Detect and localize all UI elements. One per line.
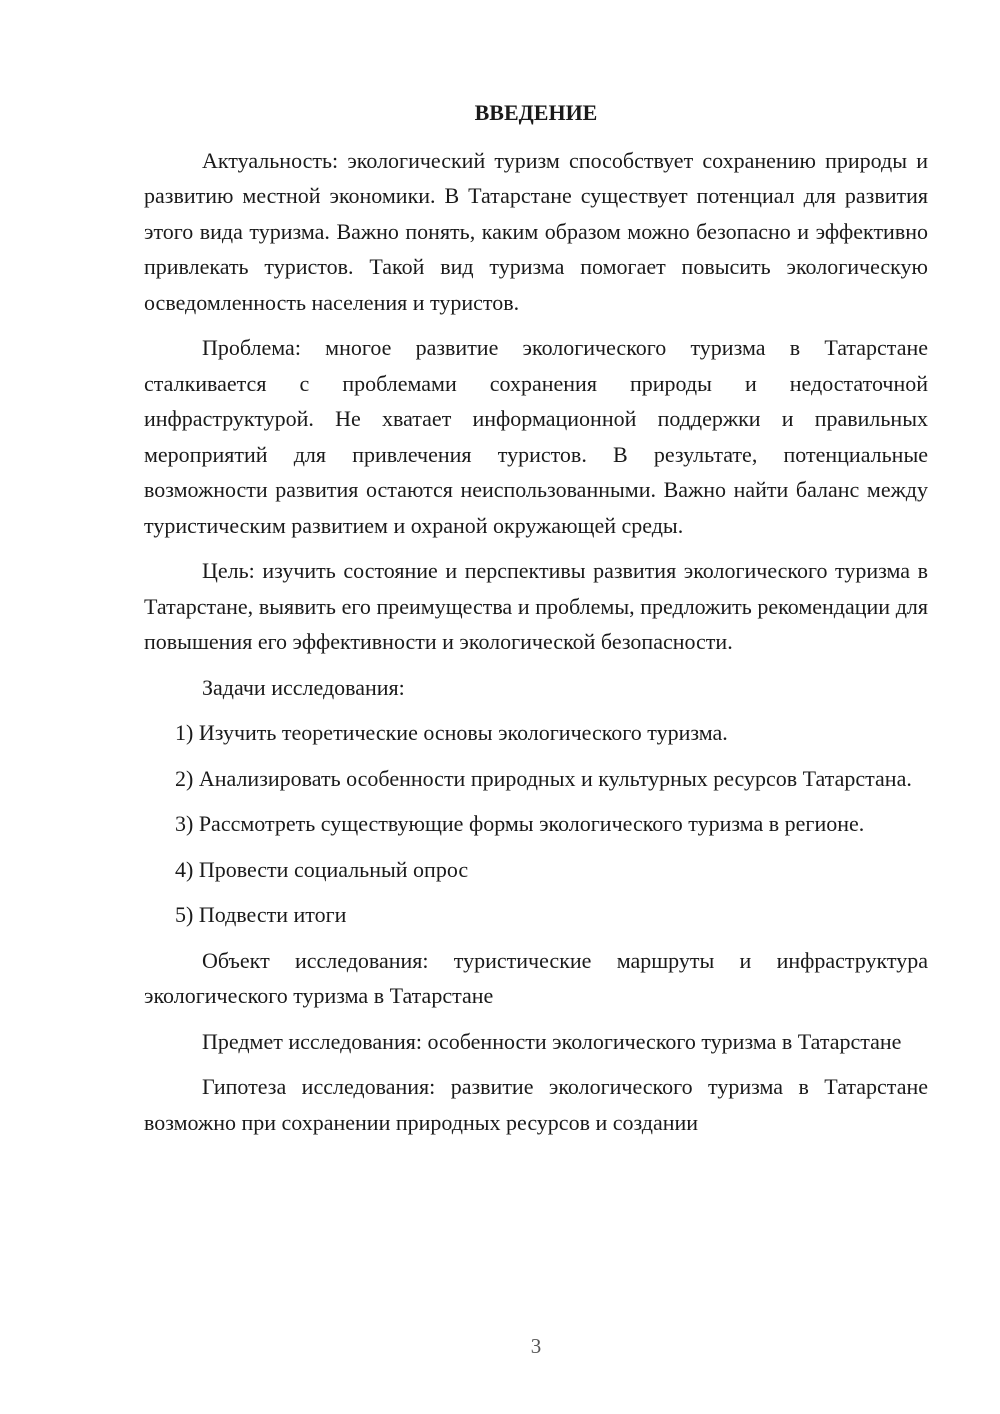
task-item-5: 5) Подвести итоги [175, 902, 347, 927]
task-item-1: 1) Изучить теоретические основы экологического туризма. [175, 720, 728, 745]
task-item-3: 3) Рассмотреть существующие формы экологического туризма в регионе. [175, 811, 865, 836]
task-item-2: 2) Анализировать особенности природных и культурных ресурсов Татарстана. [175, 765, 912, 791]
object-paragraph: Объект исследования: туристические маршруты и инфраструктура экологического туризма в Татарстане [144, 947, 928, 1008]
goal-paragraph: Цель: изучить состояние и перспективы развития экологического туризма в Татарстане, выявить его преимущества и проблемы, предложить рекомендации для повышения его эффективности и экологической безопасности. [144, 558, 928, 654]
page-number: 3 [530, 1334, 542, 1358]
task-item-4: 4) Провести социальный опрос [175, 856, 469, 882]
relevance-paragraph: Актуальность: экологический туризм способствует сохранению природы и развитию местной экономики. В Татарстане существует потенциал для развития этого вида туризма. Важно понять, каким образом можно безопасно и эффективно привлекать туристов. Такой вид туризма помогает повысить экологическую осведомленность населения и туристов. [144, 147, 928, 315]
subject-paragraph: Предмет исследования: особенности экологического туризма в Татарстане [202, 1028, 902, 1054]
hypothesis-paragraph: Гипотеза исследования: развитие экологического туризма в Татарстане возможно при сохранении природных ресурсов и создании [144, 1074, 928, 1135]
tasks-title: Задачи исследования: [202, 674, 405, 700]
problem-paragraph: Проблема: многое развитие экологического туризма в Татарстане сталкивается с проблемами сохранения природы и недостаточной инфраструктурой. Не хватает информационной поддержки и правильных мероприятий для привлечения туристов. В результате, потенциальные возможности развития остаются неиспользованными. Важно найти баланс между туристическим развитием и охраной окружающей среды. [144, 335, 928, 538]
page-content [144, 95, 928, 1150]
section-heading: ВВЕДЕНИЕ [474, 100, 598, 125]
